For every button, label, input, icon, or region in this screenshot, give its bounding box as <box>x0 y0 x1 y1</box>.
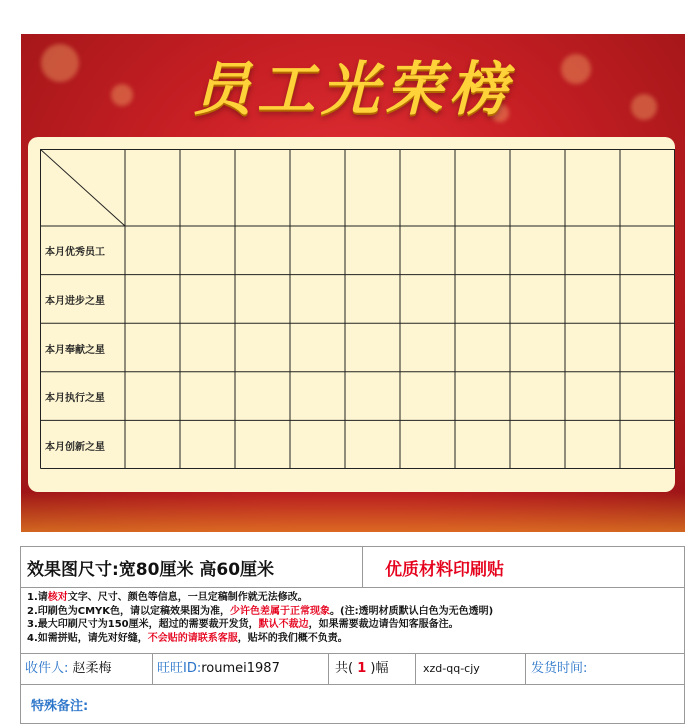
print-notes <box>27 591 493 645</box>
size-value: 宽80厘米 高60厘米 <box>118 560 275 580</box>
note-highlight: 核对 <box>47 592 68 603</box>
honor-table-grid <box>40 149 675 469</box>
honor-table-panel <box>28 137 675 492</box>
order-code: xzd-qq-cjy <box>423 662 480 675</box>
size-label: 效果图尺寸: <box>27 560 119 580</box>
note-text: 。(注:透明材质默认白色为无色透明) <box>330 605 494 617</box>
note-line <box>27 618 493 632</box>
note-line <box>27 632 493 646</box>
special-remark-label: 特殊备注: <box>31 699 89 714</box>
ship-time-label: 发货时间: <box>531 661 588 676</box>
recipient-label: 收件人: <box>25 661 69 676</box>
row-label: 本月优秀员工 <box>45 247 105 259</box>
note-text: 1.请 <box>27 592 48 603</box>
note-text: ，如果需要裁边请告知客服备注。 <box>308 619 459 630</box>
size-row <box>21 547 684 588</box>
note-text: 4.如需拼贴，请先对好缝， <box>27 632 148 644</box>
poster-title: 员工光荣榜 <box>192 55 513 123</box>
divider <box>328 654 329 684</box>
poster <box>21 34 685 532</box>
row-label: 本月执行之星 <box>45 393 105 405</box>
divider <box>415 654 416 684</box>
note-line <box>27 591 493 605</box>
honor-table <box>40 149 675 469</box>
divider <box>362 547 363 587</box>
header-diagonal <box>40 149 125 226</box>
divider <box>525 654 526 684</box>
wangwang <box>157 654 280 684</box>
count-value: 1 <box>357 661 367 676</box>
note-line <box>27 605 493 619</box>
note-text: 3.最大印刷尺寸为150厘米，超过的需要裁开发货， <box>27 619 259 630</box>
order-info-sheet <box>20 546 685 724</box>
bottom-glow <box>21 492 685 532</box>
recipient-name: 赵柔梅 <box>72 661 112 676</box>
note-text: ，贴坏的我们概不负责。 <box>237 632 348 644</box>
note-highlight: 不会贴的请联系客服 <box>147 632 238 644</box>
size-text <box>27 555 274 580</box>
row-label: 本月奉献之星 <box>45 344 105 356</box>
wangwang-label: 旺旺ID: <box>157 661 202 676</box>
wangwang-id: roumei1987 <box>201 661 280 676</box>
piece-count <box>335 654 388 684</box>
count-suffix: )幅 <box>370 661 389 676</box>
note-text: 2.印刷色为CMYK色，请以定稿效果图为准， <box>27 605 231 617</box>
note-text: 文字、尺寸、颜色等信息，一旦定稿制作就无法修改。 <box>67 592 308 603</box>
row-label: 本月进步之星 <box>45 295 105 307</box>
count-prefix: 共( <box>335 661 354 676</box>
order-row <box>21 653 684 685</box>
note-highlight: 默认不裁边 <box>258 619 309 630</box>
row-label: 本月创新之星 <box>45 441 105 453</box>
recipient <box>25 654 112 684</box>
divider <box>152 654 153 684</box>
material-label: 优质材料印刷贴 <box>385 560 504 580</box>
note-highlight: 少许色差属于正常现象 <box>230 605 331 617</box>
